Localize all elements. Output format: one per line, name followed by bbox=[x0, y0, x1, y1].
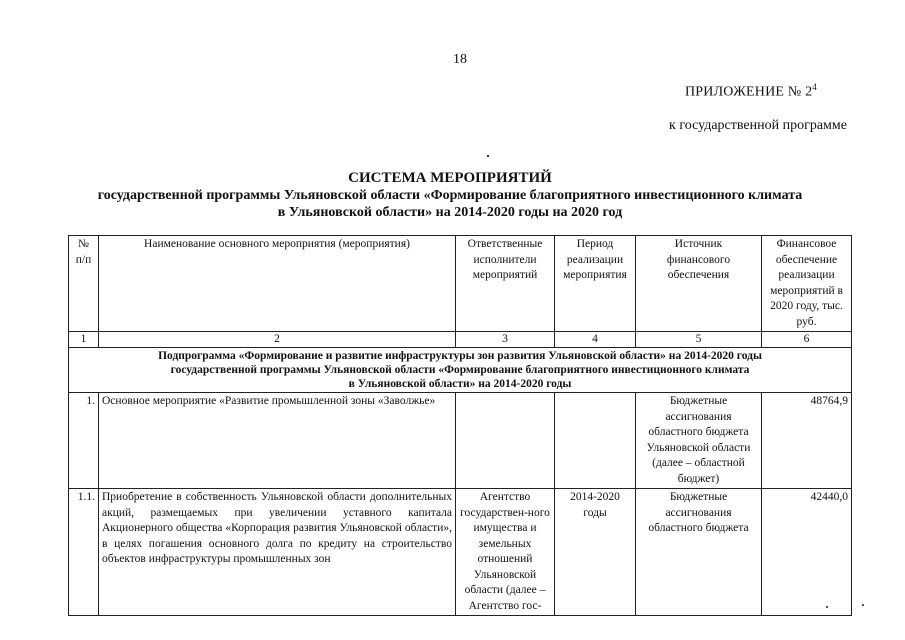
row-period: 2014-2020 годы bbox=[555, 489, 636, 616]
appendix-text: ПРИЛОЖЕНИЕ № 2 bbox=[685, 84, 813, 100]
subprogram-line: Подпрограмма «Формирование и развитие инфраструктуры зон развития Ульяновской области» на 2014-2020 годы bbox=[158, 350, 762, 362]
header-source bbox=[636, 236, 762, 332]
row-source: Бюджетные ассигнования областного бюджета Ульяновской области (далее – областной бюджет) bbox=[636, 393, 762, 489]
row-measure-name: Приобретение в собственность Ульяновской области дополнительных акций, размещаемых при увеличении уставного капитала Акционерного общества «Корпорация развития Ульяновской области», в целях погашения основного долга по кредиту на строительство объектов инфраструктуры промышленных зон bbox=[99, 489, 456, 616]
scan-speck bbox=[487, 155, 489, 157]
document-title: СИСТЕМА МЕРОПРИЯТИЙ bbox=[348, 170, 552, 186]
subprogram-line: в Ульяновской области» на 2014-2020 годы bbox=[348, 378, 572, 390]
appendix-superscript: 4 bbox=[812, 82, 817, 92]
row-amount: 42440,0 bbox=[762, 489, 852, 616]
subprogram-row bbox=[69, 348, 852, 393]
scan-speck bbox=[862, 604, 864, 606]
document-subtitle-line1: государственной программы Ульяновской области «Формирование благоприятного инвестиционного климата bbox=[97, 188, 803, 203]
table-header-row bbox=[69, 236, 852, 332]
table-row bbox=[69, 393, 852, 489]
subprogram-line: государственной программы Ульяновской области «Формирование благоприятного инвестиционного климата bbox=[170, 364, 750, 376]
column-number: 2 bbox=[99, 332, 456, 348]
header-executors: Ответственные исполнители мероприятий bbox=[456, 236, 555, 332]
column-number-row bbox=[69, 332, 852, 348]
table-row bbox=[69, 489, 852, 616]
subprogram-heading bbox=[69, 348, 852, 393]
measures-table bbox=[68, 235, 852, 616]
column-number: 4 bbox=[555, 332, 636, 348]
row-amount: 48764,9 bbox=[762, 393, 852, 489]
header-source-text: Источник финансового обеспечения bbox=[666, 238, 731, 281]
column-number: 5 bbox=[636, 332, 762, 348]
column-number: 3 bbox=[456, 332, 555, 348]
row-measure-name: Основное мероприятие «Развитие промышленной зоны «Заволжье» bbox=[99, 393, 456, 489]
page-number: 18 bbox=[453, 52, 467, 67]
appendix-label bbox=[685, 82, 817, 101]
scan-speck bbox=[826, 606, 828, 608]
row-number: 1. bbox=[69, 393, 99, 489]
header-measure-name bbox=[99, 236, 456, 332]
row-executor bbox=[456, 393, 555, 489]
row-number: 1.1. bbox=[69, 489, 99, 616]
row-period bbox=[555, 393, 636, 489]
column-number: 6 bbox=[762, 332, 852, 348]
header-number: № п/п bbox=[69, 236, 99, 332]
row-source: Бюджетные ассигнования областного бюджета bbox=[636, 489, 762, 616]
document-subtitle-line2: в Ульяновской области» на 2014-2020 годы на 2020 год bbox=[277, 205, 623, 220]
row-executor: Агентство государствен-ного имущества и земельных отношений Ульяновской области (далее – Агентство гос- bbox=[456, 489, 555, 616]
header-financing: Финансовое обеспечение реализации мероприятий в 2020 году, тыс. руб. bbox=[762, 236, 852, 332]
header-measure-name-text: Наименование основного мероприятия (мероприятия) bbox=[144, 238, 410, 250]
header-period: Период реализации мероприятия bbox=[555, 236, 636, 332]
appendix-subtitle: к государственной программе bbox=[669, 118, 847, 133]
column-number: 1 bbox=[69, 332, 99, 348]
